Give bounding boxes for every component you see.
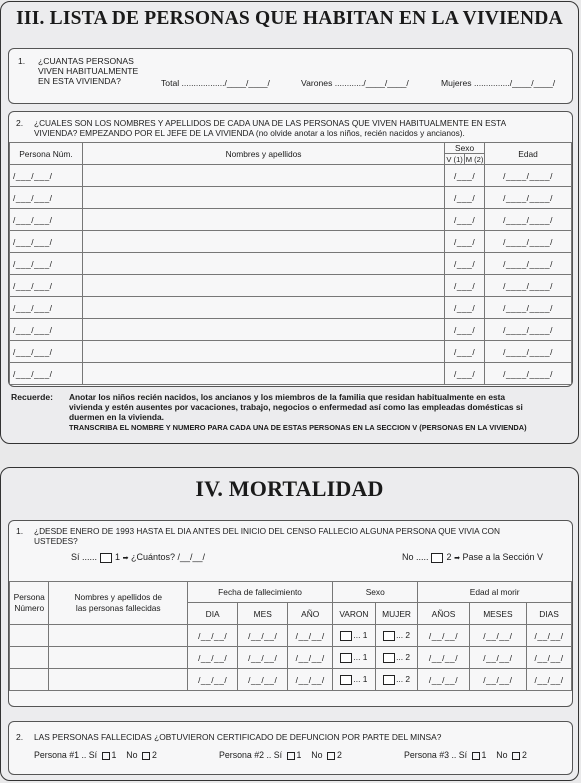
col-anios: AÑOS	[418, 603, 469, 625]
question-2-box	[8, 111, 573, 387]
nombre-field[interactable]	[82, 253, 444, 275]
col-edad: Edad	[485, 143, 572, 165]
q1-varones-field[interactable]: Varones ............/____/____/	[301, 78, 409, 88]
persona-num-field[interactable]: /___/___/	[10, 319, 83, 341]
persona-num-field[interactable]: /___/___/	[10, 231, 83, 253]
cert-si-checkbox[interactable]	[472, 752, 480, 760]
cert-si-checkbox[interactable]	[102, 752, 110, 760]
table-row	[10, 209, 572, 231]
table-row	[10, 625, 572, 647]
nombre-fallecida-field[interactable]	[49, 625, 188, 647]
anios-field[interactable]: /__/__/	[418, 625, 469, 647]
table-row	[10, 187, 572, 209]
q1-line2: VIVEN HABITUALMENTE	[38, 66, 139, 76]
nombre-field[interactable]	[82, 209, 444, 231]
varon-checkbox[interactable]	[340, 631, 352, 641]
meses-field[interactable]: /__/__/	[469, 647, 527, 669]
varon-option[interactable]: ... 1	[333, 625, 376, 647]
nombre-field[interactable]	[82, 187, 444, 209]
sexo-field[interactable]: /___/	[445, 231, 485, 253]
nombre-field[interactable]	[82, 275, 444, 297]
persona-numero-field[interactable]	[10, 669, 49, 691]
deceased-table	[9, 581, 572, 691]
varon-checkbox[interactable]	[340, 653, 352, 663]
no-checkbox[interactable]	[431, 553, 443, 563]
recuerde-label: Recuerde:	[11, 392, 54, 402]
q1-line1: ¿CUANTAS PERSONAS	[38, 56, 134, 66]
table-row	[10, 669, 572, 691]
mujer-checkbox[interactable]	[383, 675, 395, 685]
col-sexo: Sexo	[445, 143, 485, 154]
sexo-field[interactable]: /___/	[445, 341, 485, 363]
sexo-field[interactable]: /___/	[445, 363, 485, 385]
edad-field[interactable]: /____/____/	[485, 363, 572, 385]
sexo-field[interactable]: /___/	[445, 165, 485, 187]
col-sexo-m: Sexo	[333, 582, 418, 603]
arrow-icon: ➡	[454, 555, 460, 562]
si-option[interactable]: Sí ...... 1 ➡ ¿Cuántos? /__/__/	[71, 552, 206, 562]
dias-field[interactable]: /__/__/	[527, 647, 572, 669]
dia-field[interactable]: /__/__/	[188, 625, 238, 647]
cert-persona-1[interactable]: Persona #1 .. Sí 1 No 2	[34, 750, 157, 760]
section-iv-panel	[0, 467, 579, 781]
col-mujer: MUJER	[375, 603, 418, 625]
mujer-option[interactable]: ... 2	[375, 647, 418, 669]
m-q2-text: LAS PERSONAS FALLECIDAS ¿OBTUVIERON CERTIFICADO DE DEFUNCION POR PARTE DEL MINSA?	[34, 732, 442, 742]
persona-num-field[interactable]: /___/___/	[10, 165, 83, 187]
dia-field[interactable]: /__/__/	[188, 647, 238, 669]
table-row	[10, 275, 572, 297]
persona-num-field[interactable]: /___/___/	[10, 187, 83, 209]
mes-field[interactable]: /__/__/	[238, 647, 288, 669]
col-dia: DIA	[188, 603, 238, 625]
edad-field[interactable]: /____/____/	[485, 165, 572, 187]
mes-field[interactable]: /__/__/	[238, 669, 288, 691]
col-meses: MESES	[469, 603, 527, 625]
section-iv-title: IV. MORTALIDAD	[195, 476, 384, 501]
cert-persona-2[interactable]: Persona #2 .. Sí 1 No 2	[219, 750, 342, 760]
meses-field[interactable]: /__/__/	[469, 669, 527, 691]
mujer-checkbox[interactable]	[383, 653, 395, 663]
nombre-fallecida-field[interactable]	[49, 669, 188, 691]
sexo-field[interactable]: /___/	[445, 319, 485, 341]
anio-field[interactable]: /__/__/	[288, 625, 333, 647]
anios-field[interactable]: /__/__/	[418, 647, 469, 669]
persona-num-field[interactable]: /___/___/	[10, 341, 83, 363]
nombre-field[interactable]	[82, 165, 444, 187]
m-q1-number: 1.	[16, 526, 24, 536]
col-fecha: Fecha de fallecimiento	[188, 582, 333, 603]
si-checkbox[interactable]	[100, 553, 112, 563]
recuerde-line2: vivienda y estén ausentes por vacaciones, trabajo, negocios o enfermedad así como las empleadas domésticas si	[69, 402, 523, 412]
col-sexo-v: V (1)	[446, 154, 463, 164]
dias-field[interactable]: /__/__/	[527, 625, 572, 647]
persona-numero-field[interactable]	[10, 625, 49, 647]
section-iii-title: III. LISTA DE PERSONAS QUE HABITAN EN LA VIVIENDA	[16, 8, 563, 29]
q1-line3: EN ESTA VIVIENDA?	[38, 76, 121, 86]
col-persona-numero: Persona Número	[10, 582, 49, 625]
persons-table	[9, 142, 572, 385]
table-row	[10, 647, 572, 669]
persona-num-field[interactable]: /___/___/	[10, 363, 83, 385]
persona-num-field[interactable]: /___/___/	[10, 253, 83, 275]
mujer-option[interactable]: ... 2	[375, 625, 418, 647]
dia-field[interactable]: /__/__/	[188, 669, 238, 691]
m-q1-line2: USTEDES?	[34, 536, 78, 546]
q1-mujeres-field[interactable]: Mujeres .............../____/____/	[441, 78, 556, 88]
nombre-field[interactable]	[82, 297, 444, 319]
table-row	[10, 297, 572, 319]
mortalidad-q2-box	[8, 721, 573, 775]
arrow-icon: ➡	[122, 555, 129, 562]
q1-number: 1.	[18, 56, 26, 66]
q2-number: 2.	[16, 118, 24, 128]
sexo-field[interactable]: /___/	[445, 209, 485, 231]
table-row	[10, 253, 572, 275]
dias-field[interactable]: /__/__/	[527, 669, 572, 691]
meses-field[interactable]: /__/__/	[469, 625, 527, 647]
col-edad-morir: Edad al morir	[418, 582, 572, 603]
col-nombres-fallecidas: Nombres y apellidos de las personas fallecidas	[49, 582, 188, 625]
table-row	[10, 165, 572, 187]
no-option[interactable]: No ..... 2 ➡ Pase a la Sección V	[402, 552, 544, 562]
persona-numero-field[interactable]	[10, 647, 49, 669]
col-mes: MES	[238, 603, 288, 625]
col-nombres: Nombres y apellidos	[82, 143, 444, 165]
edad-field[interactable]: /____/____/	[485, 297, 572, 319]
edad-field[interactable]: /____/____/	[485, 253, 572, 275]
persona-num-field[interactable]: /___/___/	[10, 209, 83, 231]
edad-field[interactable]: /____/____/	[485, 275, 572, 297]
edad-field[interactable]: /____/____/	[485, 187, 572, 209]
cert-no-checkbox[interactable]	[142, 752, 150, 760]
mujer-option[interactable]: ... 2	[375, 669, 418, 691]
mes-field[interactable]: /__/__/	[238, 625, 288, 647]
sexo-field[interactable]: /___/	[445, 297, 485, 319]
edad-field[interactable]: /____/____/	[485, 231, 572, 253]
col-varon: VARON	[333, 603, 376, 625]
nombre-fallecida-field[interactable]	[49, 647, 188, 669]
edad-field[interactable]: /____/____/	[485, 209, 572, 231]
anio-field[interactable]: /__/__/	[288, 669, 333, 691]
anios-field[interactable]: /__/__/	[418, 669, 469, 691]
mortalidad-q1-box	[8, 520, 573, 707]
table-row	[10, 231, 572, 253]
cert-si-checkbox[interactable]	[287, 752, 295, 760]
mujer-checkbox[interactable]	[383, 631, 395, 641]
cert-no-checkbox[interactable]	[512, 752, 520, 760]
recuerde-line3: duermen en la vivienda.	[69, 412, 164, 422]
sexo-field[interactable]: /___/	[445, 253, 485, 275]
varon-checkbox[interactable]	[340, 675, 352, 685]
persona-num-field[interactable]: /___/___/	[10, 275, 83, 297]
col-anio: AÑO	[288, 603, 333, 625]
col-sexo-m: M (2)	[465, 154, 484, 164]
m-q1-line1: ¿DESDE ENERO DE 1993 HASTA EL DIA ANTES DEL INICIO DEL CENSO FALLECIO ALGUNA PERSONA QUE VIVIA CON	[34, 526, 501, 536]
col-dias: DIAS	[527, 603, 572, 625]
nombre-field[interactable]	[82, 341, 444, 363]
recuerde-line1: Anotar los niños recién nacidos, los ancianos y los miembros de la familia que residan habitualmente en esta	[69, 392, 506, 402]
nombre-field[interactable]	[82, 319, 444, 341]
sexo-field[interactable]: /___/	[445, 187, 485, 209]
table-row	[10, 363, 572, 385]
varon-option[interactable]: ... 1	[333, 669, 376, 691]
cert-no-checkbox[interactable]	[327, 752, 335, 760]
m-q2-number: 2.	[16, 732, 24, 742]
cert-persona-3[interactable]: Persona #3 .. Sí 1 No 2	[404, 750, 527, 760]
q2-line2: VIVIENDA? EMPEZANDO POR EL JEFE DE LA VIVIENDA (no olvide anotar a los niños, recién nacidos y ancianos).	[34, 128, 465, 138]
q1-total-field[interactable]: Total ................../____/____/	[161, 78, 270, 88]
anio-field[interactable]: /__/__/	[288, 647, 333, 669]
nombre-field[interactable]	[82, 363, 444, 385]
varon-option[interactable]: ... 1	[333, 647, 376, 669]
section-iii-panel	[0, 1, 579, 444]
col-persona-num: Persona Núm.	[10, 143, 83, 165]
table-row	[10, 341, 572, 363]
table-row	[10, 319, 572, 341]
edad-field[interactable]: /____/____/	[485, 319, 572, 341]
recuerde-transcribe: TRANSCRIBA EL NOMBRE Y NUMERO PARA CADA UNA DE ESTAS PERSONAS EN LA SECCION V (PERSONAS EN LA VIVIENDA)	[69, 423, 527, 432]
sexo-field[interactable]: /___/	[445, 275, 485, 297]
q2-line1: ¿CUALES SON LOS NOMBRES Y APELLIDOS DE CADA UNA DE LAS PERSONAS QUE VIVEN HABITUALMENTE EN ESTA	[34, 118, 507, 128]
question-1-box	[8, 48, 573, 104]
persona-num-field[interactable]: /___/___/	[10, 297, 83, 319]
nombre-field[interactable]	[82, 231, 444, 253]
edad-field[interactable]: /____/____/	[485, 341, 572, 363]
